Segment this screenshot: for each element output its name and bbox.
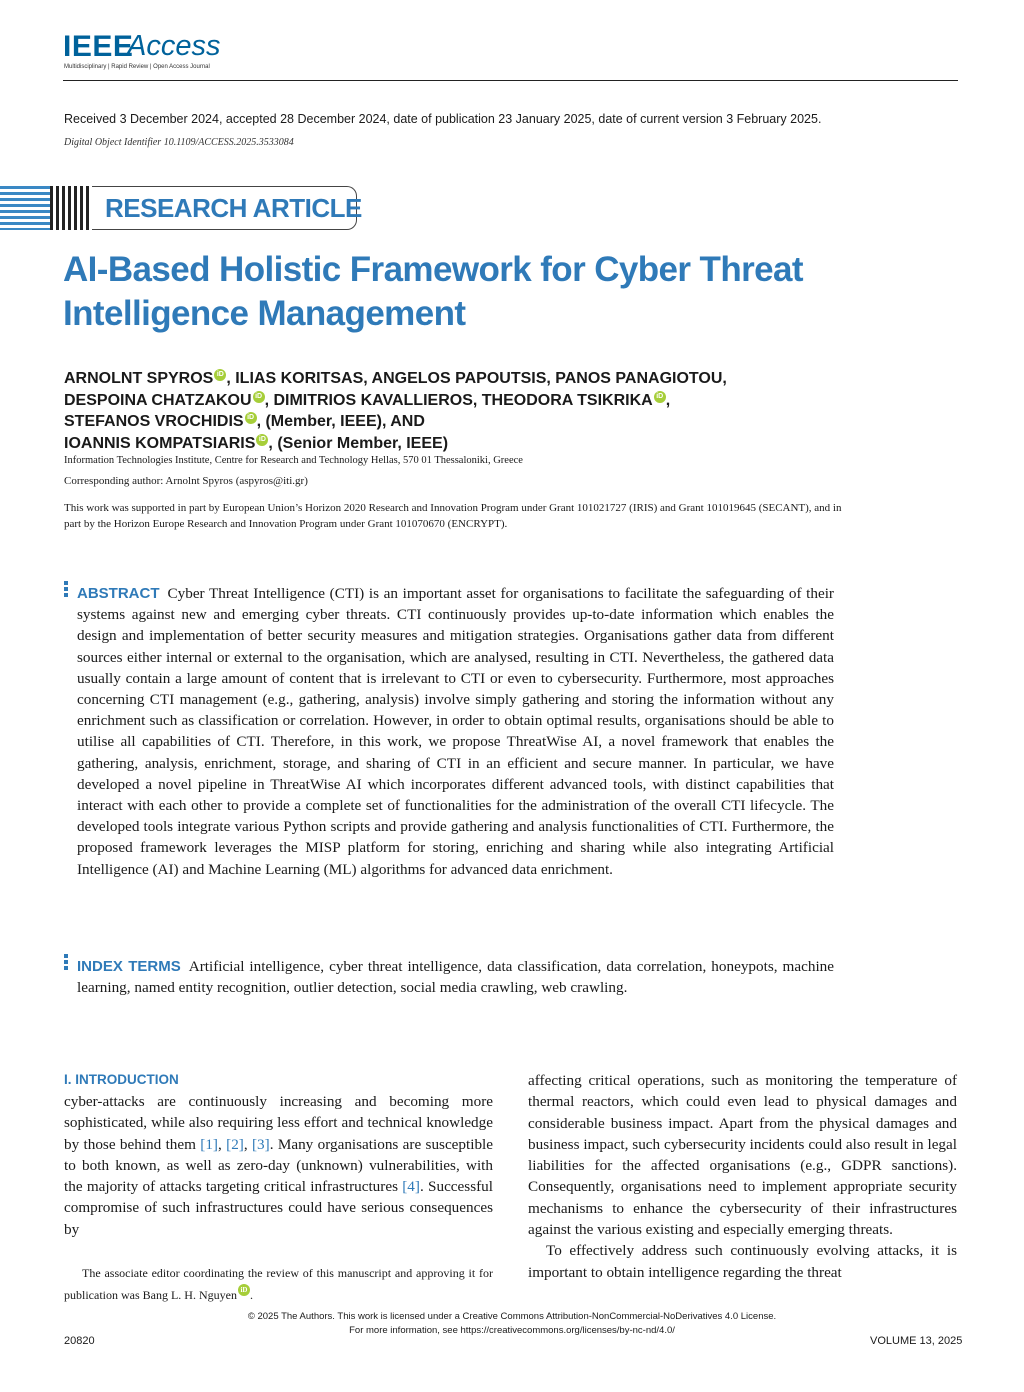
separator: ,	[243, 1135, 252, 1153]
orcid-icon[interactable]: iD	[238, 1284, 250, 1296]
body-text: cyber-attacks are continuously increasing and becoming more sophisticated, while also requiring less effort and technical knowledge by those behind them	[64, 1093, 493, 1153]
citation-link[interactable]: [4]	[402, 1178, 420, 1196]
citation-link[interactable]: [3]	[252, 1135, 270, 1153]
orcid-icon[interactable]: iD	[245, 412, 257, 424]
banner-stripes	[0, 186, 50, 230]
index-terms-marker-icon	[64, 954, 69, 972]
intro-left-column	[64, 1091, 493, 1240]
citation-link[interactable]: [1]	[200, 1135, 218, 1153]
body-paragraph: affecting critical operations, such as monitoring the temperature of thermal reactors, which could even lead to physical damages and considerable business impact. Apart from the physical damages and business impact, such cybersecurity incidents could also result in legal liabilities for the affected organisations (e.g., GDPR sanctions). Consequently, organisations need to implement appropriate security mechanisms to enhance the cybersecurity of their infrastructures against the various existing and especially emerging threats.	[528, 1072, 957, 1239]
license-notice	[0, 1310, 1024, 1338]
received-dates: Received 3 December 2024, accepted 28 December 2024, date of publication 23 January 2025, date of current version 3 February 2025.	[64, 112, 822, 126]
body-text: . Many organisations are susceptible to both known, as well as zero-day (unknown) vulnerabilities, with the majority of attacks targeting critical infrastructures	[64, 1135, 494, 1196]
orcid-icon[interactable]: iD	[256, 434, 268, 446]
separator: ,	[218, 1135, 227, 1153]
section-heading: I. INTRODUCTION	[64, 1072, 179, 1087]
citation-link[interactable]: [2]	[226, 1135, 244, 1153]
license-line: © 2025 The Authors. This work is licensed under a Creative Commons Attribution-NonCommercial-NoDerivatives 4.0 License.	[247, 1311, 777, 1322]
body-text: . Successful compromise of such infrastructures could have serious consequences by	[64, 1178, 493, 1238]
author-list-text: , ILIAS KORITSAS, ANGELOS PAPOUTSIS, PANOS PANAGIOTOU,	[226, 370, 727, 387]
access-logo-text: Access	[127, 30, 221, 62]
author-list	[64, 368, 934, 454]
author-list-text: , (Senior Member, IEEE)	[268, 434, 449, 452]
author-name: STEFANOS VROCHIDIS	[64, 413, 244, 430]
ieee-logo-text: IEEE	[63, 30, 134, 63]
author-list-text: , DIMITRIOS KAVALLIEROS, THEODORA TSIKRIKA	[264, 391, 653, 409]
orcid-icon[interactable]: iD	[214, 369, 226, 381]
abstract-label: ABSTRACT	[77, 585, 160, 602]
banner-bars	[50, 186, 90, 230]
editor-footnote	[64, 1262, 493, 1306]
funding-statement: This work was supported in part by European Union’s Horizon 2020 Research and Innovation Program under Grant 101021727 (IRIS) and Grant 101019645 (SECANT), and in part by the Horizon Europe Research and Innovation Program under Grant 101070670 (ENCRYPT).	[64, 502, 842, 530]
author-name: DESPOINA CHATZAKOU	[64, 391, 252, 409]
affiliation: Information Technologies Institute, Centre for Research and Technology Hellas, 570 01 Thessaloniki, Greece	[64, 455, 523, 466]
logo-tagline: Multidisciplinary | Rapid Review | Open Access Journal	[64, 64, 210, 70]
license-link[interactable]: For more information, see https://creativecommons.org/licenses/by-nc-nd/4.0/	[349, 1325, 675, 1336]
doi-line: Digital Object Identifier 10.1109/ACCESS.2025.3533084	[64, 137, 294, 148]
footnote-text: The associate editor coordinating the review of this manuscript and approving it for publication was Bang L. H. Nguyen	[64, 1266, 493, 1302]
paper-title: AI-Based Holistic Framework for Cyber Threat Intelligence Management	[63, 250, 803, 333]
article-type-label: RESEARCH ARTICLE	[105, 193, 362, 223]
author-list-text: ,	[665, 391, 671, 409]
author-list-text: , (Member, IEEE), AND	[256, 413, 425, 430]
volume-label: VOLUME 13, 2025	[870, 1335, 963, 1347]
index-terms-label: INDEX TERMS	[77, 958, 181, 975]
author-name: IOANNIS KOMPATSIARIS	[64, 434, 256, 452]
corresponding-author: Corresponding author: Arnolnt Spyros (aspyros@iti.gr)	[64, 475, 308, 487]
abstract-marker-icon	[64, 581, 69, 599]
abstract-block	[77, 583, 834, 880]
index-terms-block	[77, 956, 834, 998]
orcid-icon[interactable]: iD	[253, 391, 265, 403]
index-terms-text: Artificial intelligence, cyber threat intelligence, data classification, data correlation, honeypots, machine learning, named entity recognition, outlier detection, social media crawling, web crawling.	[77, 958, 834, 997]
body-paragraph: To effectively address such continuously evolving attacks, it is important to obtain intelligence regarding the threat	[528, 1242, 957, 1281]
abstract-text: Cyber Threat Intelligence (CTI) is an important asset for organisations to facilitate the safeguarding of their systems against new and emerging cyber threats. CTI continuously provides up-to-date information which enables the design and implementation of better security measures and mitigation strategies. Organisations gather data from different sources either internal or external to the organisation, which are analysed, resulting in CTI. Nevertheless, the gathered data usually contain a large amount of content that is irrelevant to CTI or even to cybersecurity. Furthermore, most approaches concerning CTI management (e.g., gathering, analysis) involve simply gathering and storing the information without any enrichment such as classification or correlation. However, in order to obtain optimal results, organisations should be able to utilise all capabilities of CTI. Therefore, in this work, we propose ThreatWise AI, a novel framework that enables the gathering, analysis, enrichment, storage, and sharing of CTI in an efficient and secure manner. In particular, we have developed a novel pipeline in ThreatWise AI which incorporates different advanced tools, with distinct capabilities that interact with each other to provide a complete set of functionalities for the administration of the overall CTI lifecycle. The developed tools integrate various Python scripts and provide gathering and analysis functionalities of CTI. Furthermore, the proposed framework leverages the MISP platform for storing, enriching and sharing while also integrating Artificial Intelligence (AI) and Machine Learning (ML) algorithms for advanced data enrichment.	[77, 585, 834, 878]
orcid-icon[interactable]: iD	[654, 391, 666, 403]
author-name: ARNOLNT SPYROS	[64, 370, 214, 387]
footnote-end: .	[249, 1288, 253, 1302]
header-divider	[63, 80, 958, 81]
intro-right-column	[528, 1070, 957, 1283]
page-number: 20820	[64, 1335, 95, 1347]
